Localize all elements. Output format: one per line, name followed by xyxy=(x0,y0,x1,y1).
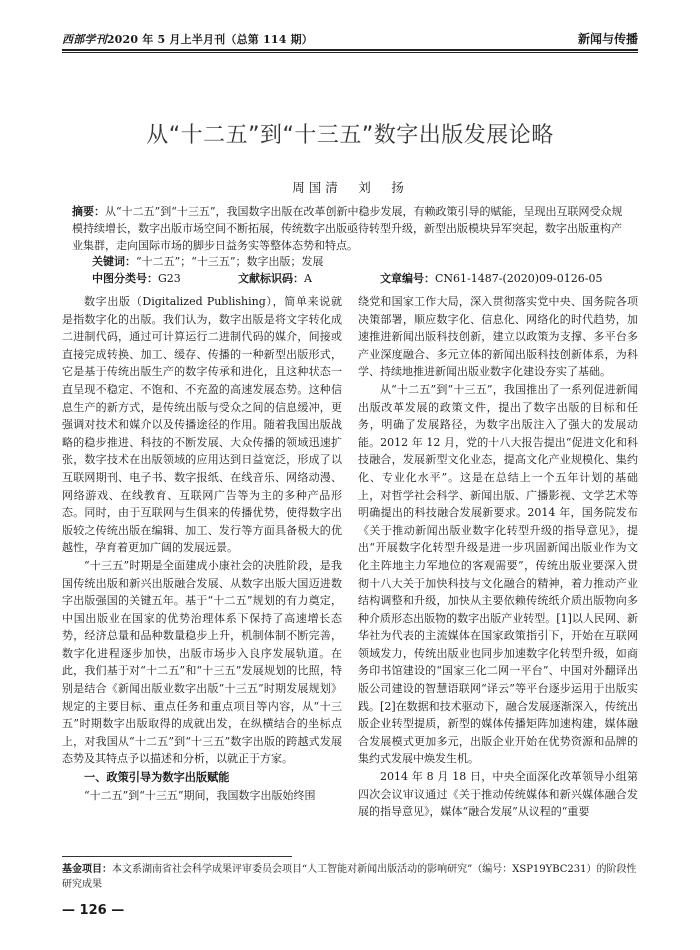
abstract-text: 从“十二五”到“十三五”，我国数字出版在改革创新中稳步发展，有赖政策引导的赋能，呈现出互联网受众规模持续增长，数字出版市场空间不断拓展，传统数字出版亟待转型升级，新型出版模块异军突起，数字出版重构产业集群，走向国际市场的脚步日益务实等整体态势和特点。 xyxy=(72,205,623,252)
article-number xyxy=(380,270,602,286)
body-paragraph: 2014 年 8 月 18 日，中央全面深化改革领导小组第四次会议审议通过《关于推动传统媒体和新兴媒体融合发展的指导意见》，媒体“融合发展”从议程的“重要 xyxy=(358,770,638,819)
body-column-left xyxy=(62,293,342,804)
article-title: 从“十二五”到“十三五”数字出版发展论略 xyxy=(146,123,554,148)
header-rule xyxy=(62,49,638,51)
page-number: — 126 — xyxy=(62,903,125,918)
abstract xyxy=(72,203,628,254)
article-number-label: 文章编号： xyxy=(380,272,435,285)
footnote xyxy=(62,862,638,892)
running-header-left xyxy=(62,31,313,47)
abstract-label: 摘要： xyxy=(72,205,105,218)
header-rule-thin xyxy=(62,52,638,53)
doc-code xyxy=(238,270,312,286)
article-authors: 周国清 刘 扬 xyxy=(292,180,408,195)
section-heading: 一、政策引导为数字出版赋能 xyxy=(84,771,230,785)
clc-label: 中图分类号： xyxy=(92,272,158,285)
section-name: 新闻与传播 xyxy=(577,32,638,46)
issue-info: 2020 年 5 月上半月刊（总第 114 期） xyxy=(106,33,313,46)
clc-number xyxy=(92,270,181,286)
article-number-value: CN61-1487-(2020)09-0126-05 xyxy=(435,272,603,285)
body-paragraph: “十三五”时期是全面建成小康社会的决胜阶段，是我国传统出版和新兴出版融合发展、从数字出版大国迈进数字出版强国的关键五年。基于“十二五”规划的有力奠定，中国出版业在国家的优势治理体系下保持了高速增长态势，经济总量和品种数量稳步上升，机制体制不断完善，数字化进程逐步加快，出版市场步入良序发展轨道。在此，我们基于对“十二五”和“十三五”发展规划的比照，特别是结合《新闻出版业数字出版“十三五”时期发展规划》规定的主要目标、重点任务和重点项目等内容，从“十三五”时期数字出版取得的成就出发，在纵横结合的坐标点上，对我国从“十二五”到“十三五”数字出版的跨越式发展态势及其特点予以描述和分析，以就正于方家。 xyxy=(62,558,342,766)
body-paragraph: 数字出版（Digitalized Publishing），简单来说就是指数字化的出版。我们认为，数字出版是将文字转化成二进制代码，通过可计算运行二进制代码的媒介，间接或直接完成转换、加工、缓存、传播的一种新型出版形式，它是基于传统出版生产的数字传承和进化，且这种状态一直呈现不稳定、不饱和、不充盈的高速发展态势。这种信息生产的新方式，是传统出版与受众之间的信息缓冲，更强调对技术和媒介以及传播途径的作用。随着我国出版战略的稳步推进、科技的不断发展、大众传播的领域迅速扩张，数字技术在出版领域的应用达到日益宽泛，形成了以互联网期刊、电子书、数字报纸、在线音乐、网络动漫、网络游戏、在线教育、互联网广告等为主的多种产品形态。同时，由于互联网与生俱来的传播优势，使得数字出版较之传统出版在编辑、加工、发行等方面具备极大的优越性，孕育着更加广阔的发展远景。 xyxy=(62,295,342,555)
doc-value: A xyxy=(304,272,312,285)
footnote-text: 本文系湖南省社会科学成果评审委员会项目“人工智能对新闻出版活动的影响研究”（编号：XSP19YBC231）的阶段性研究成果 xyxy=(62,864,637,890)
body-paragraph: 从“十二五”到“十三五”，我国推出了一系列促进新闻出版改革发展的政策文件，提出了数字出版的目标和任务，明确了发展路径，为数字出版注入了强大的发展动能。2012 年 12 月，党的十八大报告提出“促进文化和科技融合，发展新型文化业态，提高文化产业规模化、集约化、专业化水平”。这是在总结上一个五年计划的基础上，对哲学社会科学、新闻出版、广播影视、文学艺术等明确提出的科技融合发展新要求。2014 年，国务院发布《关于推动新闻出版业数字化转型升级的指导意见》，提出“开展数字化转型升级是进一步巩固新闻出版业作为文化主阵地主力军地位的客观需要”，传统出版业要深入贯彻十八大关于加快科技与文化融合的精神，着力推动产业结构调整和升级，加快从主要依赖传统纸介质出版物向多种介质形态出版物的数字出版产业转型。[1]以人民网、新华社为代表的主流媒体在国家政策指引下，开始在互联网领域发力，传统出版业也同步加速数字化转型升级，如商务印书馆建设的“国家三化二网一平台”、中国对外翻译出版公司建设的智慧语联网“译云”等平台逐步运用于出版实践。[2]在数据和技术驱动下，融合发展逐渐深入，传统出版企业转型提质，新型的媒体传播矩阵加速构建，媒体融合发展模式更加多元，出版企业开始在优势资源和品牌的集约式发展中焕发生机。 xyxy=(358,382,638,766)
doc-label: 文献标识码： xyxy=(238,272,304,285)
body-column-right xyxy=(358,293,638,821)
keywords-text: “十二五”；“十三五”；数字出版；发展 xyxy=(136,255,324,268)
clc-value: G23 xyxy=(158,272,181,285)
keywords-label: 关键词： xyxy=(92,255,136,268)
keywords xyxy=(92,253,324,270)
article-meta xyxy=(92,270,632,287)
footnote-rule xyxy=(62,856,292,857)
journal-name: 西部学刊 xyxy=(62,33,107,46)
body-paragraph: “十二五”到“十三五”期间，我国数字出版始终围 xyxy=(84,788,316,802)
body-paragraph-continued: 绕党和国家工作大局，深入贯彻落实党中央、国务院各项决策部署，顺应数字化、信息化、网络化的时代趋势，加速推进新闻出版科技创新，建立以政策为支撑、多平台多产业深度融合、多元立体的新闻出版科技创新体系，为科学、持续地推进新闻出版业数字化建设夯实了基础。 xyxy=(358,295,638,379)
footnote-label: 基金项目： xyxy=(62,864,112,875)
